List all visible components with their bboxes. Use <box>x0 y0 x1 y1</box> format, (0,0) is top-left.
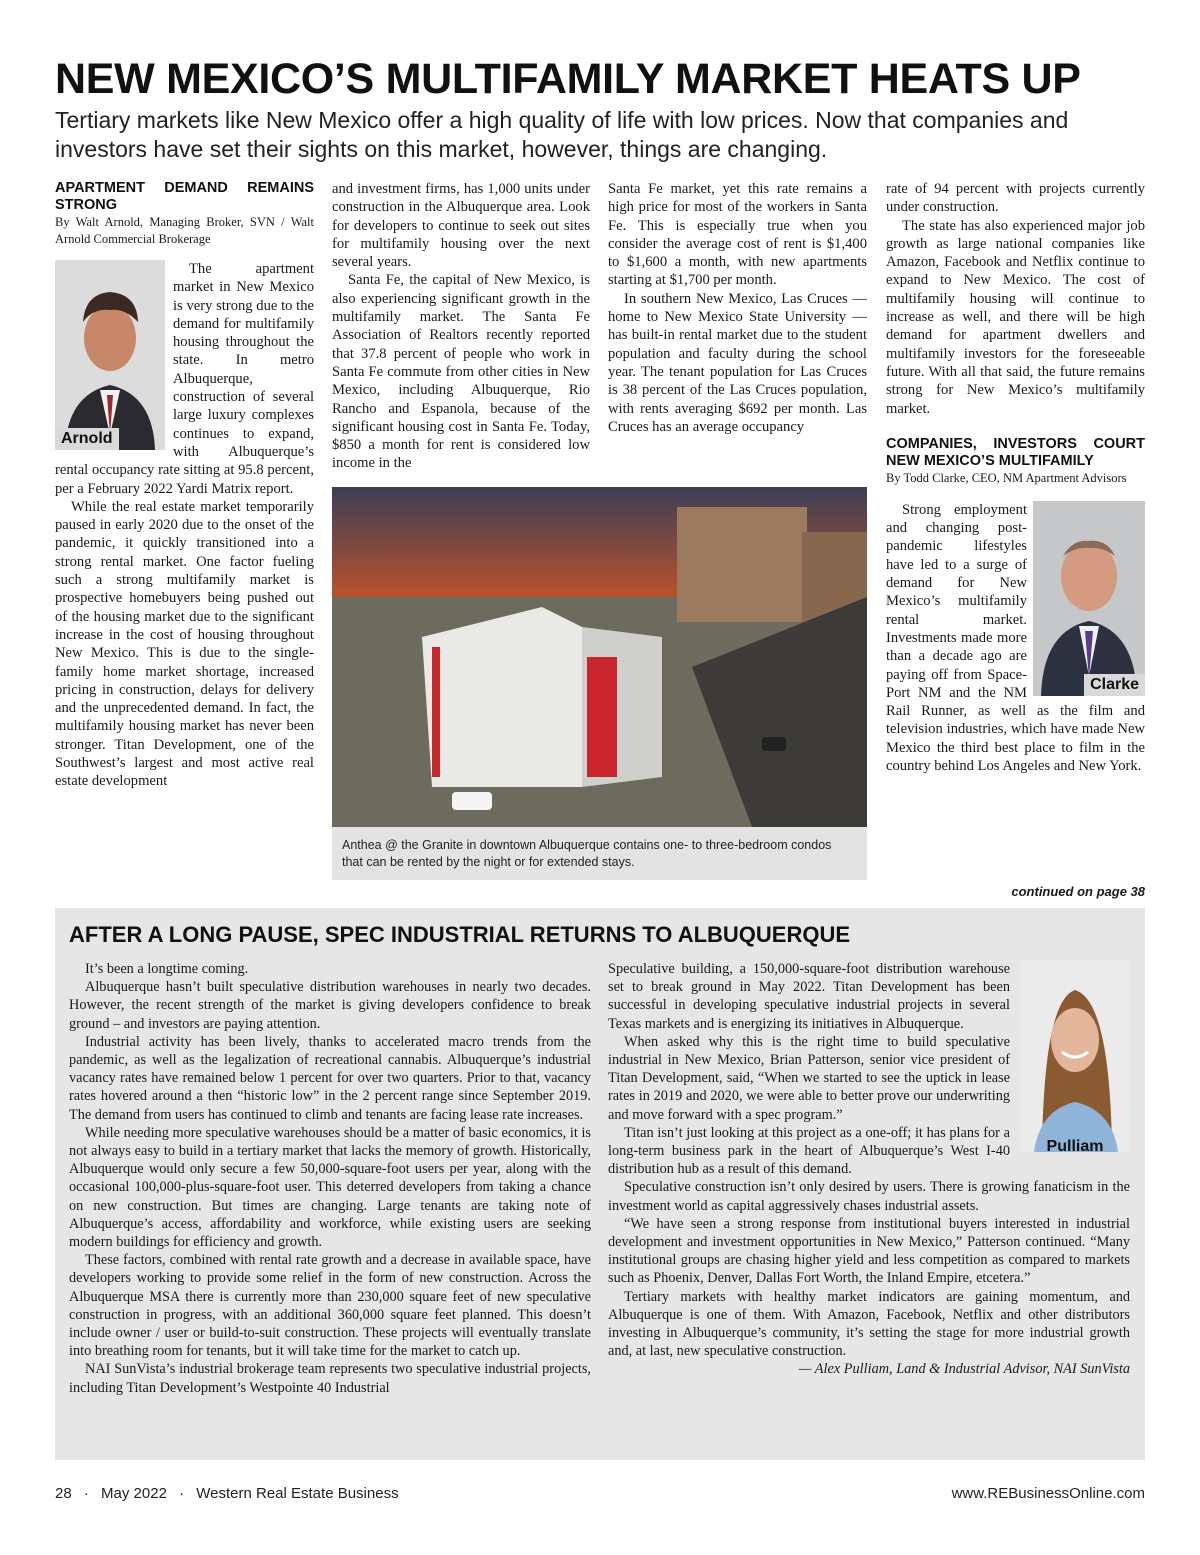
arnold-name-label: Arnold <box>55 428 119 450</box>
publication-name: Western Real Estate Business <box>196 1485 399 1502</box>
sidebar-signature: — Alex Pulliam, Land & Industrial Advisor, NAI SunVista <box>798 1361 1130 1378</box>
clarke-photo <box>1033 501 1145 696</box>
article1-paragraph-4: Santa Fe, the capital of New Mexico, is also experiencing significant growth in the multifamily market. The Santa Fe Association of Realtors recently reported that 37.8 percent of people who work in Santa Fe commute from other cities in New Mexico, including Albuquerque, Rio Rancho and Espanola, because of the significant housing cost in Santa Fe. Today, $850 a month for rent is considered low income in the <box>332 272 590 472</box>
arnold-photo <box>55 260 165 450</box>
pulliam-name-label: Pulliam <box>1046 1137 1104 1152</box>
footer-separator-1: · <box>83 1485 89 1502</box>
sidebar-left-paragraph-4: While needing more speculative warehouses should be a matter of basic economics, it is not always easy to build in a tertiary market that lacks the memory of growth. Historically, Albuquerque would only secure a few 50,000-square-foot users per year, along with the occasional 100,000-plus-square-foot user. This deterred developers from taking a chance on new construction. But times are changing. Large tenants are taking note of Albuquerque’s access, affordability and workforce, while existing users are seeking modern buildings for efficiency and growth. <box>69 1124 591 1251</box>
sidebar-right-paragraph-6: Tertiary markets with healthy market indicators are gaining momentum, and Albuquerque is one of them. With Amazon, Facebook, Netflix and other distributors investing in Albuquerque’s community, it’s setting the stage for more industrial growth and, at last, new speculative construction. <box>608 1288 1130 1360</box>
footer-left <box>55 1485 399 1502</box>
pulliam-photo <box>1020 960 1130 1152</box>
article2-paragraph-1: Strong employment and changing post-pandemic lifestyles have led to a surge of demand for New Mexico’s multifamily rental market. Investments made more than a decade ago are paying off from Space-Port NM and the NM Rail Runner, as well as the film and television industries, which have made New Mexico the third best place to film in the country behind Los Angeles and New York. <box>886 501 1145 775</box>
sidebar-left-paragraph-3: Industrial activity has been lively, thanks to accelerated macro trends from the pandemic, as well as the legalization of recreational cannabis. Albuquerque’s industrial vacancy rates have remained below 1 percent for over two quarters. Prior to that, vacancy rates hovered around a then “historic low” in the 2 percent range since September 2019. The demand from users has continued to climb and tenants are facing lease rate increases. <box>69 1033 591 1123</box>
sidebar-left-paragraph-5: These factors, combined with rental rate growth and a decrease in available space, have developers working to provide some relief in the form of new construction. Across the Albuquerque MSA there is currently more than 230,000 square feet of new speculative construction in progress, with an additional 360,000 square feet planned. This doesn’t include owner / user or build-to-suit construction. These projects will eventually translate into breathing room for tenants, but it will take time for the market to catch up. <box>69 1252 591 1360</box>
sidebar-right-paragraph-3: Titan isn’t just looking at this project as a one-off; it has plans for a long-term business park in the heart of Albuquerque’s West I-40 distribution hub as a result of this demand. <box>608 1124 1010 1178</box>
sidebar-left-paragraph-1: It’s been a longtime coming. <box>85 961 249 977</box>
article1-paragraph-6: In southern New Mexico, Las Cruces — home to New Mexico State University — has built-in rental market due to the student population and faculty during the school year. The tenant population for Las Cruces is 38 percent of the Las Cruces population, with rents averaging $692 per month. Las Cruces has an average occupancy <box>608 290 867 435</box>
article1-paragraph-1: The apartment market in New Mexico is very strong due to the demand for multifamily housing throughout the state. In metro Albuquerque, construction of several large luxury complexes continues to expand, with Albuquerque’s rental occupancy rate sitting at 95.8 percent, per a February 2022 Yardi Matrix report. <box>55 261 314 497</box>
page-number: 28 <box>55 1485 72 1502</box>
sidebar-heading: AFTER A LONG PAUSE, SPEC INDUSTRIAL RETURNS TO ALBUQUERQUE <box>69 922 851 947</box>
issue-date: May 2022 <box>101 1485 167 1502</box>
continued-label: continued on page 38 <box>1011 884 1145 899</box>
sidebar-right-paragraph-2: When asked why this is the right time to build speculative industrial in New Mexico, Brian Patterson, senior vice president of Titan Development, said, “When we started to see the uptick in lease rates in 2019 and 2020, we were able to better prove our underwriting and move forward with a spec program.” <box>608 1033 1010 1123</box>
sidebar-left-paragraph-6: NAI SunVista’s industrial brokerage team represents two speculative industrial projects, including Titan Development’s Westpointe 40 Industrial <box>69 1361 591 1396</box>
article1-column-3 <box>608 180 867 436</box>
footer-separator-2: · <box>179 1485 185 1502</box>
article1-byline: By Walt Arnold, Managing Broker, SVN / Walt Arnold Commercial Brokerage <box>55 215 314 246</box>
pulliam-portrait-icon <box>1020 960 1130 1152</box>
anthea-building-side <box>422 607 582 787</box>
article1-heading: APARTMENT DEMAND REMAINS STRONG <box>55 180 314 213</box>
sidebar-left-paragraph-2: Albuquerque hasn’t built speculative distribution warehouses in nearly two decades. However, the recent strength of the market is giving developers confidence to break ground – and investors are paying attention. <box>69 979 591 1032</box>
clarke-name-label: Clarke <box>1084 674 1145 696</box>
article2-heading: COMPANIES, INVESTORS COURT NEW MEXICO’S MULTIFAMILY <box>886 435 1145 469</box>
sidebar-box <box>55 908 1145 1460</box>
article1-column-4 <box>886 180 1145 775</box>
anthea-building-photo <box>332 487 867 827</box>
sidebar-right-paragraph-4: Speculative construction isn’t only desired by users. There is growing fanaticism in the investment world as capital aggressively chases industrial assets. <box>608 1179 1130 1214</box>
tall-building-right <box>677 507 807 622</box>
article1-paragraph-8: The state has also experienced major job growth as large national companies like Amazon, Facebook and Netflix continue to expand to New Mexico. The cost of multifamily housing will continue to increase as well, and there will be high demand for apartment dwellers and multifamily investors for the foreseeable future. With all that said, the future remains strong for New Mexico’s multifamily market. <box>886 217 1145 417</box>
article2-byline: By Todd Clarke, CEO, NM Apartment Advisors <box>886 470 1127 485</box>
website-link[interactable]: www.REBusinessOnline.com <box>951 1485 1145 1502</box>
article1-column-2 <box>332 180 590 473</box>
sidebar-right-paragraph-5: “We have seen a strong response from institutional buyers interested in industrial development and investment opportunities in New Mexico,” Patterson continued. “Many institutional groups are chasing higher yield and less competition as compared to markets such as Phoenix, Denver, Dallas Fort Worth, the Inland Empire, etcetera.” <box>608 1215 1130 1287</box>
sidebar-column-left <box>69 960 591 1397</box>
deck: Tertiary markets like New Mexico offer a high quality of life with low prices. Now that companies and investors have set their sights on this market, however, things are changing. <box>55 107 1069 162</box>
headline: NEW MEXICO’S MULTIFAMILY MARKET HEATS UP <box>55 55 1081 103</box>
sidebar-right-paragraph-1: Speculative building, a 150,000-square-foot distribution warehouse set to break ground in May 2022. Titan Development has been successful in developing speculative industrial projects in several Texas markets and is energizing its initiatives in Albuquerque. <box>608 961 1010 1032</box>
article1-paragraph-2: While the real estate market temporarily paused in early 2020 due to the onset of the pandemic, it quickly transitioned into a strong rental market. One factor fueling such a strong multifamily market is prospective homebuyers being pushed out of the housing market due to the significant increase in the cost of housing throughout New Mexico. This is due to the single-family home market shortage, increased pricing in construction, delays for delivery and the unprecedented demand. In fact, the multifamily housing market has never been stronger. Titan Development, one of the Southwest’s largest and most active real estate development <box>55 498 314 790</box>
article1-paragraph-7: rate of 94 percent with projects currently under construction. <box>886 181 1145 216</box>
article1-column-1 <box>55 180 314 791</box>
clarke-portrait-icon <box>1033 501 1145 696</box>
article1-paragraph-3: and investment firms, has 1,000 units under construction in the Albuquerque area. Look for developers to continue to seek out sites for multifamily housing over the next several years. <box>332 181 590 271</box>
main-photo-frame <box>332 487 867 880</box>
arnold-portrait-icon <box>55 260 165 450</box>
sidebar-column-right <box>608 960 1130 1379</box>
photo-caption: Anthea @ the Granite in downtown Albuquerque contains one- to three-bedroom condos that can be rented by the night or for extended stays. <box>342 838 832 869</box>
article1-paragraph-5: Santa Fe market, yet this rate remains a high price for most of the workers in Santa Fe. This is especially true when you consider the average cost of rent is $1,400 to $1,600 a month, with new apartments starting at $1,700 per month. <box>608 181 867 289</box>
